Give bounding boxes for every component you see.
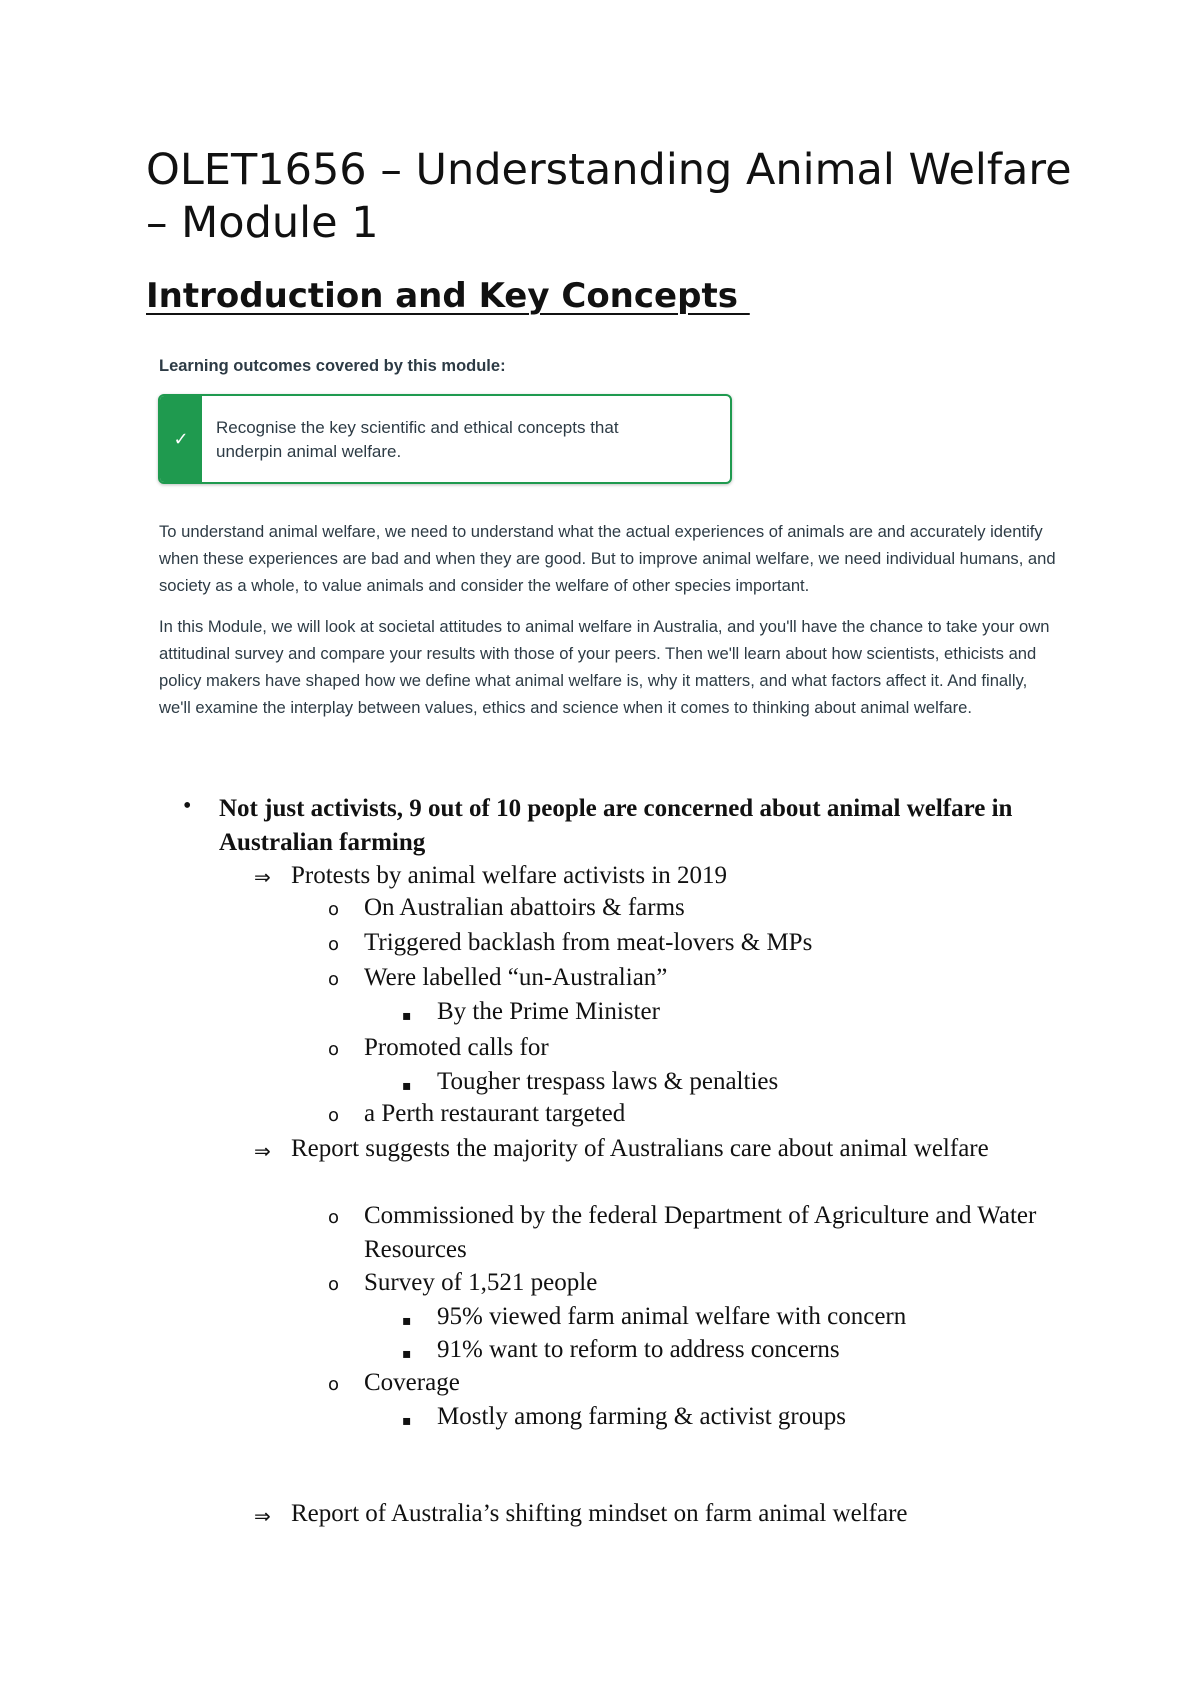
learning-outcome-text: Recognise the key scientific and ethical concepts that underpin animal welfare. [216,418,619,461]
learning-outcome-card [158,394,732,484]
circle-bullet-icon: o [328,969,340,990]
note-item: Triggered backlash from meat-lovers & MPs [364,929,813,956]
note-item: Mostly among farming & activist groups [437,1403,846,1430]
note-item: Coverage [364,1369,460,1396]
learning-outcomes-caption: Learning outcomes covered by this module: [159,357,506,375]
circle-bullet-icon: o [328,1207,340,1228]
note-item: Tougher trespass laws & penalties [437,1068,779,1095]
note-item: Promoted calls for [364,1034,549,1061]
square-bullet-icon: ▪ [402,1313,412,1329]
circle-bullet-icon: o [328,1039,340,1060]
note-item: 91% want to reform to address concerns [437,1336,840,1363]
arrow-bullet-icon: ⇒ [254,1504,271,1528]
circle-bullet-icon: o [328,1105,340,1126]
note-item: Were labelled “un-Australian” [364,964,668,991]
note-item: On Australian abattoirs & farms [364,894,685,921]
note-item: Report of Australia’s shifting mindset on farm animal welfare [291,1500,908,1527]
circle-bullet-icon: o [328,1374,340,1395]
arrow-bullet-icon: ⇒ [254,865,271,889]
note-item: a Perth restaurant targeted [364,1100,626,1127]
square-bullet-icon: ▪ [402,1346,412,1362]
document-title: OLET1656 – Understanding Animal Welfare – Module 1 [146,145,1072,248]
square-bullet-icon: ▪ [402,1078,412,1094]
intro-paragraph: To understand animal welfare, we need to understand what the actual experiences of animals are and accurately identify when these experiences are bad and when they are good. But to improve animal welfare, we need individual humans, and society as a whole, to value animals and consider the welfare of other species important. [159,522,1056,595]
check-icon: ✓ [160,396,202,482]
circle-bullet-icon: o [328,1274,340,1295]
bullet-disc-icon: • [183,793,192,819]
intro-paragraph: In this Module, we will look at societal attitudes to animal welfare in Australia, and you'll have the chance to take your own attitudinal survey and compare your results with those of your peers. Then we'll learn about how scientists, ethicists and policy makers have shaped how we define what animal welfare is, why it matters, and what factors affect it. And finally, we'll examine the interplay between values, ethics and science when it comes to thinking about animal welfare. [159,617,1050,717]
square-bullet-icon: ▪ [402,1413,412,1429]
circle-bullet-icon: o [328,934,340,955]
note-item: Protests by animal welfare activists in 2019 [291,862,728,889]
note-heading: Not just activists, 9 out of 10 people are concerned about animal welfare in Australian farming [219,795,1013,856]
circle-bullet-icon: o [328,899,340,920]
note-item: Survey of 1,521 people [364,1269,598,1296]
section-heading: Introduction and Key Concepts [146,276,750,316]
note-item: By the Prime Minister [437,998,660,1025]
note-item: Commissioned by the federal Department of Agriculture and Water Resources [364,1202,1037,1263]
square-bullet-icon: ▪ [402,1008,412,1024]
arrow-bullet-icon: ⇒ [254,1139,271,1163]
note-item: Report suggests the majority of Australians care about animal welfare [291,1135,989,1162]
note-item: 95% viewed farm animal welfare with concern [437,1303,907,1330]
